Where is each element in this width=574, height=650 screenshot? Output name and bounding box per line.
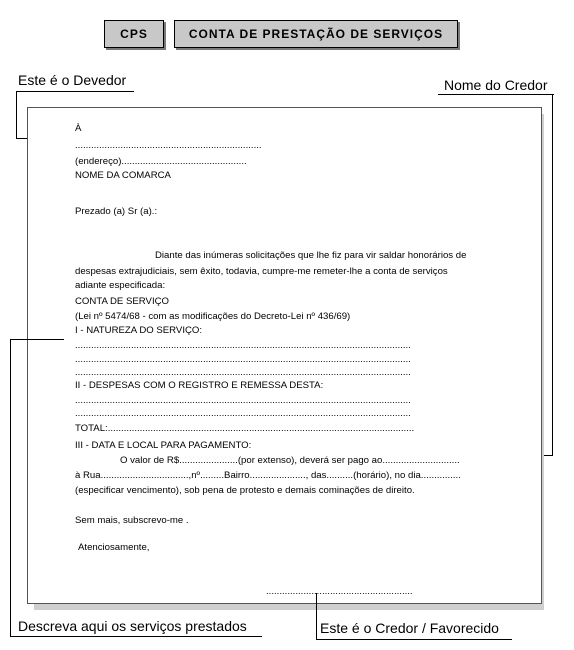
paragraph-line-1: Diante das inúmeras solicitações que lhe fiz para vir saldar honorários de [155, 250, 467, 261]
callout-credor: Nome do Credor [444, 77, 548, 93]
callout-credor-underline [438, 94, 554, 95]
signature-line: ....................................................... [266, 586, 413, 597]
callout-devedor-underline [16, 91, 134, 92]
natureza-dots-2: .............................................................................................................................. [75, 354, 411, 365]
section-natureza: I - NATUREZA DO SERVIÇO: [75, 325, 203, 336]
payment-line-1: O valor de R$......................(por extenso), deverá ser pago ao............................. [120, 455, 460, 466]
paragraph-line-3: adiante especificada: [75, 280, 166, 291]
callout-devedor: Este é o Devedor [18, 72, 127, 88]
address-line: (endereço)............................................... [75, 156, 247, 167]
greeting: Prezado (a) Sr (a).: [75, 206, 158, 217]
law-reference: (Lei nº 5474/68 - com as modificações do Decreto-Lei nº 436/69) [75, 311, 351, 322]
callout-favorecido-vline [316, 593, 317, 639]
callout-servicos-vline [10, 339, 11, 636]
despesas-dots-1: .............................................................................................................................. [75, 395, 411, 406]
natureza-dots-1: .............................................................................................................................. [75, 340, 411, 351]
callout-credor-vline [552, 94, 553, 455]
callout-servicos-underline [10, 636, 262, 637]
payment-line-2: à Rua.................................,nº.........Bairro....................., das..........(horário), no dia............... [75, 470, 461, 481]
recipient-blank-line: ...................................................................... [75, 140, 262, 151]
to-line: À [75, 123, 82, 134]
header-title: CONTA DE PRESTAÇÃO DE SERVIÇOS [188, 27, 444, 41]
paragraph-line-2: despesas extrajudiciais, sem êxito, todavia, cumpre-me remeter-lhe a conta de serviços [75, 266, 448, 277]
header-code: CPS [120, 27, 148, 41]
natureza-dots-3: .............................................................................................................................. [75, 367, 411, 378]
callout-favorecido: Este é o Credor / Favorecido [320, 620, 499, 636]
header-code-box [104, 20, 164, 48]
section-despesas: II - DESPESAS COM O REGISTRO E REMESSA DESTA: [75, 380, 324, 391]
regards-line: Atenciosamente, [78, 542, 150, 553]
total-line: TOTAL:................................................................................................................... [75, 423, 415, 434]
despesas-dots-2: .............................................................................................................................. [75, 408, 411, 419]
payment-line-3: (especificar vencimento), sob pena de protesto e demais cominações de direito. [75, 485, 415, 496]
callout-servicos-hline [10, 339, 64, 340]
header-title-box [174, 20, 458, 48]
callout-favorecido-underline [316, 639, 512, 640]
comarca-line: NOME DA COMARCA [75, 170, 171, 181]
conta-title: CONTA DE SERVIÇO [75, 296, 170, 307]
closing-line: Sem mais, subscrevo-me . [75, 515, 189, 526]
callout-servicos: Descreva aqui os serviços prestados [18, 618, 247, 634]
section-pagamento: III - DATA E LOCAL PARA PAGAMENTO: [75, 440, 252, 451]
callout-devedor-vline [16, 91, 17, 138]
